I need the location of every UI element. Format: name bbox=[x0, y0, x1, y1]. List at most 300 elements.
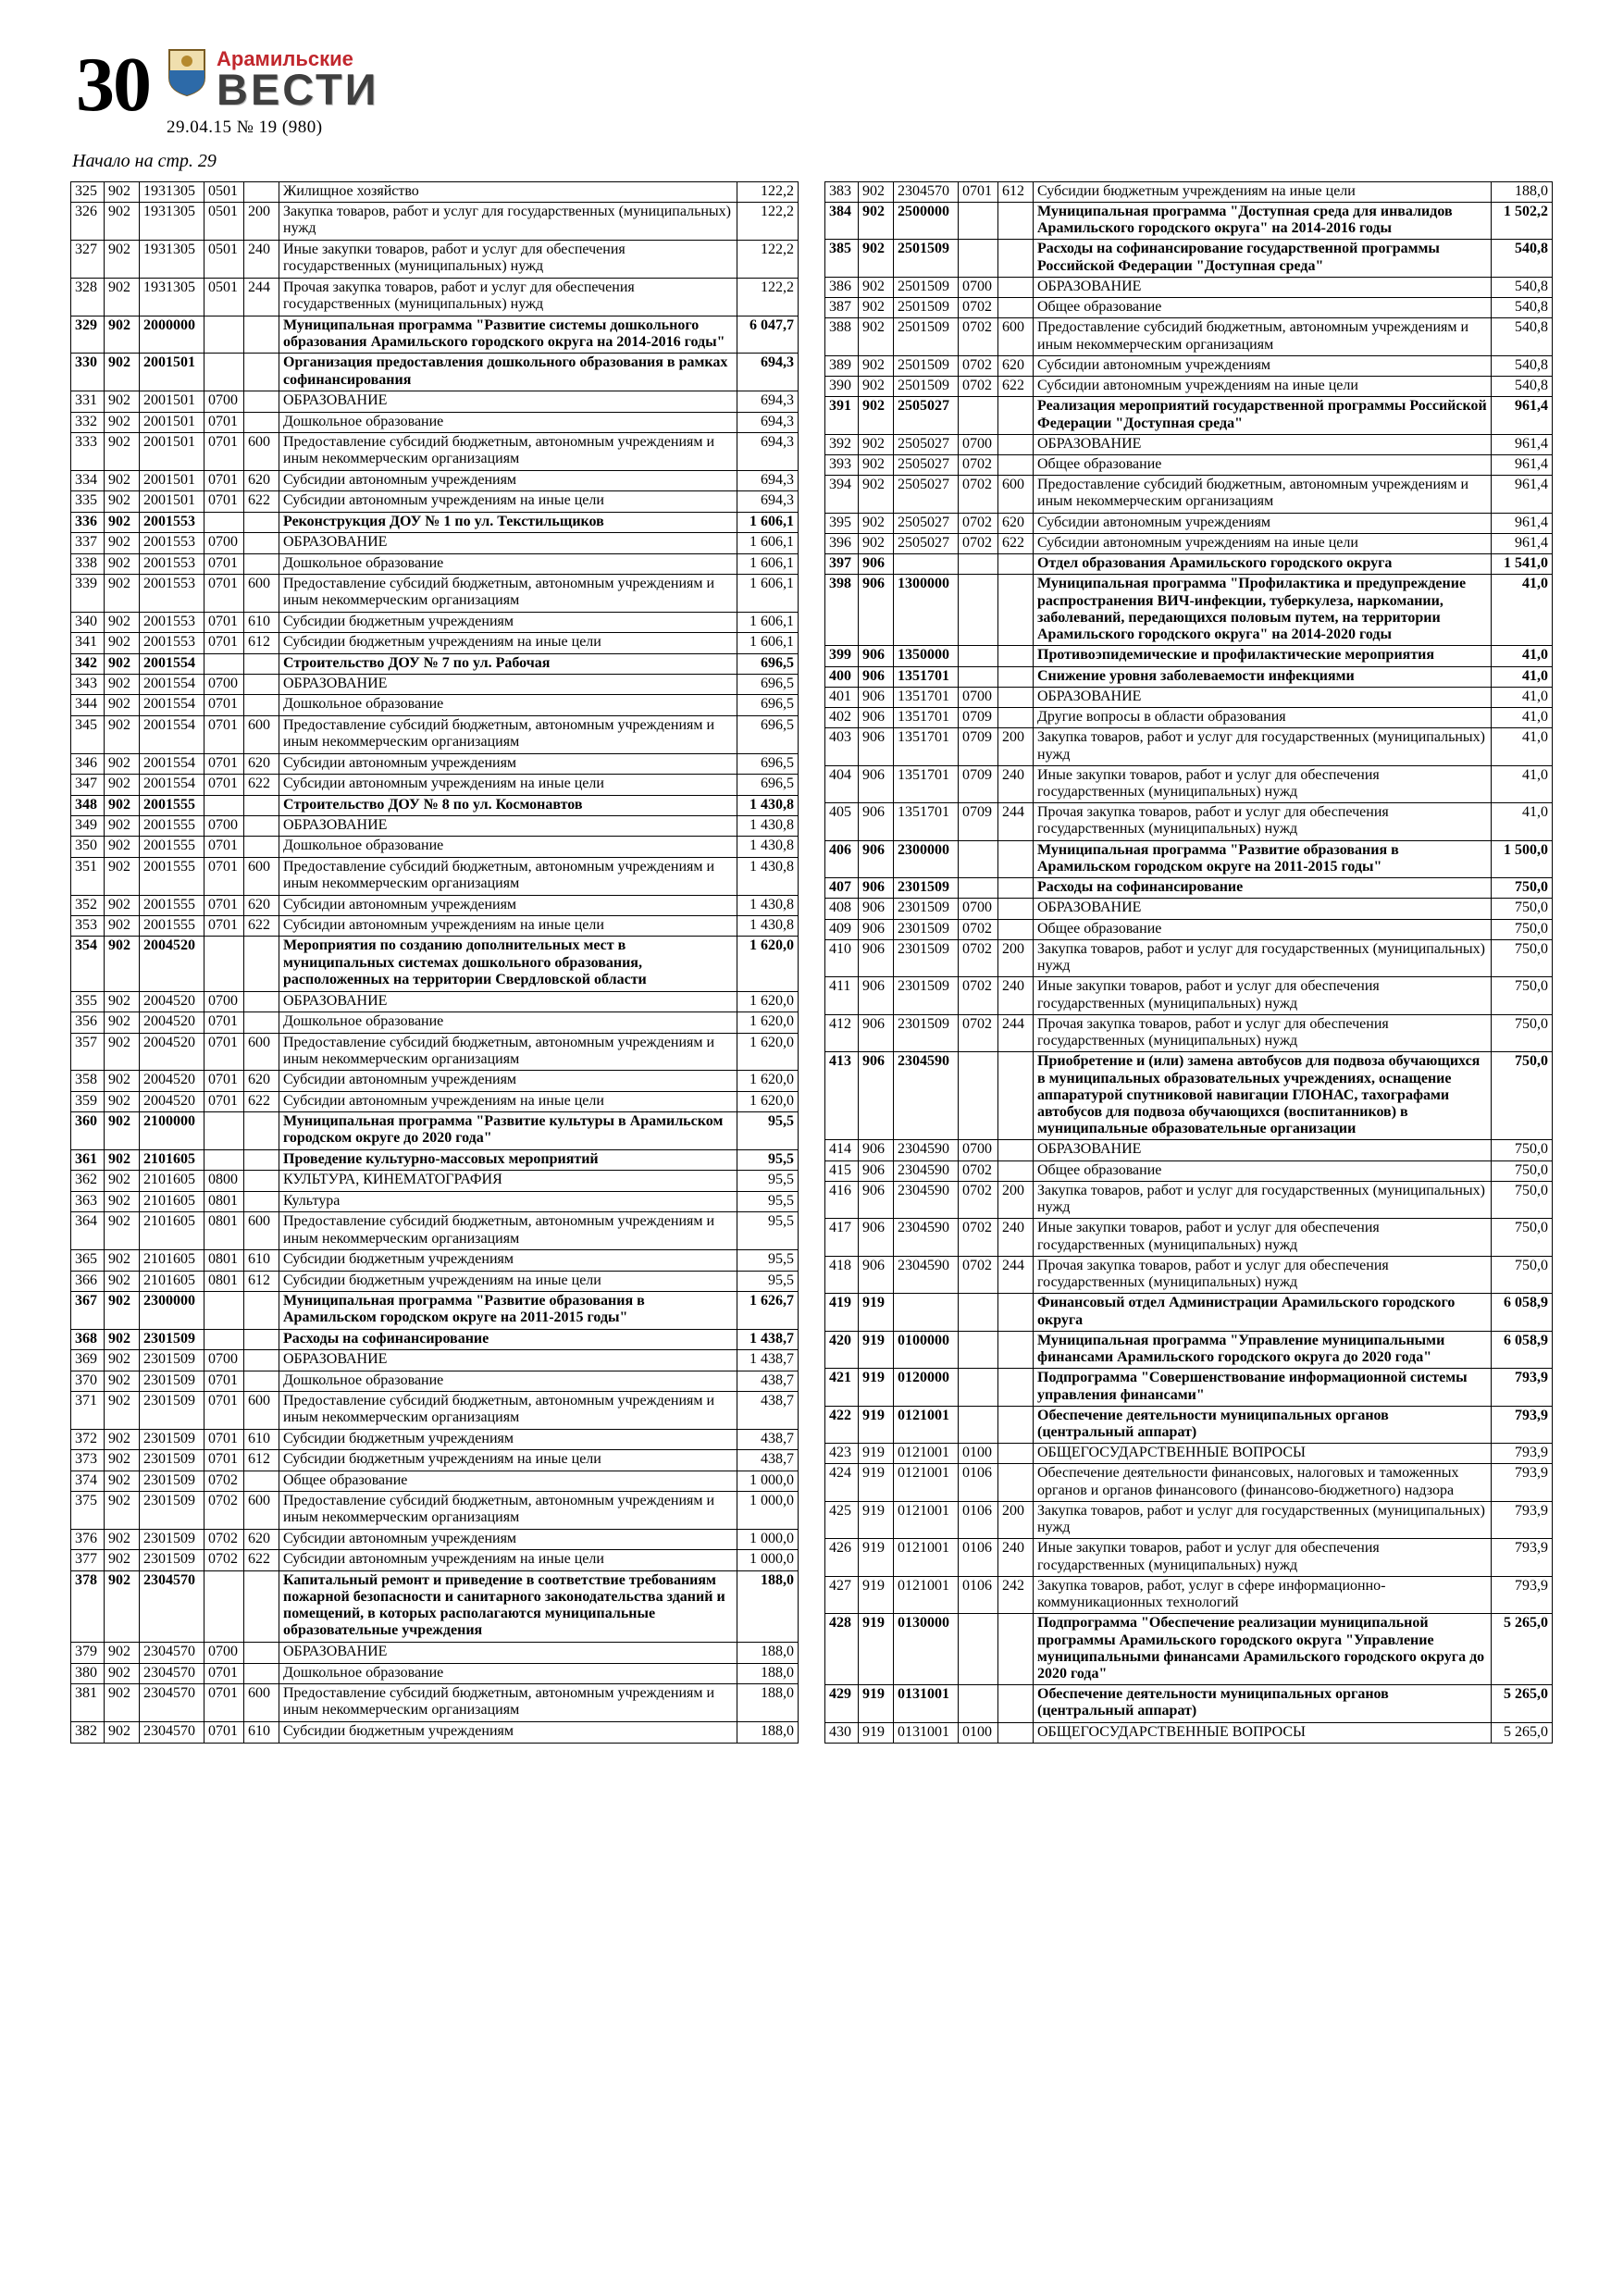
cell-target-article-code: 2001553 bbox=[140, 633, 204, 653]
cell-row-num: 338 bbox=[71, 553, 105, 574]
cell-name: Предоставление субсидий бюджетным, автономным учреждениям и иным некоммерческим организациям bbox=[279, 1492, 737, 1530]
cell-target-article-code: 2001501 bbox=[140, 354, 204, 391]
cell-name: Дошкольное образование bbox=[279, 695, 737, 715]
cell-amount: 95,5 bbox=[737, 1212, 799, 1250]
cell-grbs-code: 902 bbox=[105, 1643, 140, 1663]
cell-section-code bbox=[959, 840, 998, 877]
cell-name: Муниципальная программа "Профилактика и предупреждение распространения ВИЧ-инфекции, туберкулеза, наркомании, заболеваний, передающихся половым путем, на территории Арамильского городского округа" на 2014-2020 годы bbox=[1034, 575, 1492, 646]
cell-amount: 1 502,2 bbox=[1492, 202, 1553, 239]
cell-expense-type-code bbox=[244, 795, 279, 815]
cell-amount: 540,8 bbox=[1492, 355, 1553, 376]
cell-row-num: 332 bbox=[71, 412, 105, 432]
cell-expense-type-code bbox=[244, 695, 279, 715]
cell-target-article-code: 2001553 bbox=[140, 553, 204, 574]
cell-expense-type-code: 610 bbox=[244, 1250, 279, 1271]
cell-target-article-code: 2001501 bbox=[140, 412, 204, 432]
cell-expense-type-code: 240 bbox=[998, 1539, 1034, 1576]
cell-expense-type-code: 620 bbox=[998, 513, 1034, 533]
cell-amount: 1 438,7 bbox=[737, 1350, 799, 1371]
budget-row bbox=[825, 240, 1553, 277]
cell-target-article-code: 2501509 bbox=[894, 277, 959, 297]
budget-row bbox=[71, 633, 799, 653]
cell-row-num: 391 bbox=[825, 397, 859, 434]
cell-expense-type-code: 600 bbox=[244, 574, 279, 612]
cell-expense-type-code bbox=[998, 840, 1034, 877]
cell-amount: 750,0 bbox=[1492, 878, 1553, 899]
cell-section-code: 0701 bbox=[204, 1033, 244, 1071]
cell-amount: 438,7 bbox=[737, 1450, 799, 1471]
cell-expense-type-code bbox=[244, 1663, 279, 1683]
cell-name: ОБРАЗОВАНИЕ bbox=[1034, 899, 1492, 919]
cell-grbs-code: 906 bbox=[859, 919, 894, 939]
cell-amount: 694,3 bbox=[737, 412, 799, 432]
cell-amount: 1 500,0 bbox=[1492, 840, 1553, 877]
cell-expense-type-code bbox=[244, 1012, 279, 1033]
cell-target-article-code: 2301509 bbox=[140, 1350, 204, 1371]
cell-row-num: 337 bbox=[71, 533, 105, 553]
cell-amount: 95,5 bbox=[737, 1171, 799, 1191]
cell-expense-type-code: 612 bbox=[244, 1271, 279, 1291]
cell-expense-type-code bbox=[244, 815, 279, 836]
cell-target-article-code: 1351701 bbox=[894, 666, 959, 687]
cell-expense-type-code bbox=[244, 1471, 279, 1491]
cell-row-num: 371 bbox=[71, 1392, 105, 1430]
cell-row-num: 416 bbox=[825, 1181, 859, 1218]
cell-row-num: 328 bbox=[71, 278, 105, 316]
cell-expense-type-code: 600 bbox=[244, 1212, 279, 1250]
cell-target-article-code: 2004520 bbox=[140, 1012, 204, 1033]
cell-expense-type-code: 200 bbox=[998, 728, 1034, 765]
cell-grbs-code: 902 bbox=[105, 695, 140, 715]
cell-grbs-code: 902 bbox=[105, 354, 140, 391]
cell-name: ОБРАЗОВАНИЕ bbox=[279, 391, 737, 412]
cell-target-article-code: 1351701 bbox=[894, 728, 959, 765]
cell-expense-type-code bbox=[998, 687, 1034, 707]
budget-row bbox=[825, 728, 1553, 765]
budget-row bbox=[825, 840, 1553, 877]
cell-target-article-code: 2301509 bbox=[140, 1392, 204, 1430]
cell-target-article-code: 0131001 bbox=[894, 1685, 959, 1722]
cell-row-num: 377 bbox=[71, 1550, 105, 1570]
cell-section-code: 0106 bbox=[959, 1539, 998, 1576]
cell-row-num: 331 bbox=[71, 391, 105, 412]
cell-row-num: 402 bbox=[825, 708, 859, 728]
budget-row bbox=[825, 397, 1553, 434]
cell-name: Закупка товаров, работ и услуг для государственных (муниципальных) нужд bbox=[1034, 728, 1492, 765]
cell-row-num: 335 bbox=[71, 491, 105, 512]
cell-row-num: 363 bbox=[71, 1191, 105, 1211]
cell-expense-type-code bbox=[244, 512, 279, 532]
cell-grbs-code: 902 bbox=[105, 553, 140, 574]
cell-amount: 188,0 bbox=[737, 1663, 799, 1683]
cell-amount: 696,5 bbox=[737, 695, 799, 715]
cell-target-article-code: 0120000 bbox=[894, 1369, 959, 1406]
cell-expense-type-code bbox=[244, 354, 279, 391]
cell-name: Подпрограмма "Обеспечение реализации муниципальной программы Арамильского городского округа "Управление муниципальными финансами Арамильского городского округа до 2020 года" bbox=[1034, 1614, 1492, 1685]
cell-grbs-code: 902 bbox=[105, 1012, 140, 1033]
cell-grbs-code: 906 bbox=[859, 840, 894, 877]
cell-section-code: 0701 bbox=[204, 1392, 244, 1430]
cell-name: Иные закупки товаров, работ и услуг для обеспечения государственных (муниципальных) нужд bbox=[1034, 1539, 1492, 1576]
cell-name: Субсидии бюджетным учреждениям на иные цели bbox=[1034, 181, 1492, 202]
cell-grbs-code: 919 bbox=[859, 1501, 894, 1538]
cell-grbs-code: 902 bbox=[105, 1392, 140, 1430]
cell-amount: 1 438,7 bbox=[737, 1329, 799, 1349]
cell-grbs-code: 906 bbox=[859, 1140, 894, 1160]
cell-row-num: 412 bbox=[825, 1014, 859, 1051]
cell-amount: 41,0 bbox=[1492, 575, 1553, 646]
cell-section-code: 0702 bbox=[204, 1471, 244, 1491]
cell-name: Муниципальная программа "Развитие культуры в Арамильском городском округе до 2020 года" bbox=[279, 1112, 737, 1150]
cell-expense-type-code bbox=[998, 1614, 1034, 1685]
cell-expense-type-code bbox=[998, 1369, 1034, 1406]
cell-row-num: 405 bbox=[825, 803, 859, 840]
cell-amount: 188,0 bbox=[737, 1643, 799, 1663]
cell-amount: 1 430,8 bbox=[737, 795, 799, 815]
cell-amount: 750,0 bbox=[1492, 1140, 1553, 1160]
cell-target-article-code: 2505027 bbox=[894, 476, 959, 513]
cell-target-article-code: 2004520 bbox=[140, 937, 204, 991]
cell-target-article-code: 2505027 bbox=[894, 434, 959, 454]
cell-amount: 1 620,0 bbox=[737, 1091, 799, 1111]
cell-amount: 5 265,0 bbox=[1492, 1722, 1553, 1743]
cell-target-article-code: 2000000 bbox=[140, 316, 204, 354]
cell-expense-type-code bbox=[998, 1331, 1034, 1368]
cell-amount: 793,9 bbox=[1492, 1406, 1553, 1443]
cell-expense-type-code bbox=[998, 298, 1034, 318]
cell-expense-type-code: 600 bbox=[244, 1492, 279, 1530]
cell-expense-type-code: 620 bbox=[244, 1529, 279, 1549]
cell-target-article-code: 2001554 bbox=[140, 695, 204, 715]
cell-section-code bbox=[204, 1291, 244, 1329]
budget-row bbox=[825, 434, 1553, 454]
cell-row-num: 403 bbox=[825, 728, 859, 765]
cell-row-num: 347 bbox=[71, 775, 105, 795]
budget-row bbox=[71, 715, 799, 753]
cell-expense-type-code bbox=[998, 1685, 1034, 1722]
cell-row-num: 372 bbox=[71, 1429, 105, 1449]
cell-amount: 694,3 bbox=[737, 354, 799, 391]
cell-section-code: 0702 bbox=[959, 533, 998, 553]
cell-section-code: 0701 bbox=[204, 837, 244, 857]
cell-section-code bbox=[959, 1685, 998, 1722]
cell-name: Обеспечение деятельности финансовых, налоговых и таможенных органов и органов финансового (финансово-бюджетного) надзора bbox=[1034, 1464, 1492, 1501]
cell-expense-type-code bbox=[998, 575, 1034, 646]
cell-name: Снижение уровня заболеваемости инфекциями bbox=[1034, 666, 1492, 687]
cell-section-code: 0701 bbox=[204, 753, 244, 774]
cell-name: Другие вопросы в области образования bbox=[1034, 708, 1492, 728]
cell-expense-type-code bbox=[244, 653, 279, 674]
cell-row-num: 396 bbox=[825, 533, 859, 553]
cell-name: Дошкольное образование bbox=[279, 837, 737, 857]
cell-name: Закупка товаров, работ и услуг для государственных (муниципальных) нужд bbox=[279, 203, 737, 241]
cell-section-code: 0702 bbox=[959, 476, 998, 513]
cell-name: Противоэпидемические и профилактические мероприятия bbox=[1034, 646, 1492, 666]
cell-grbs-code: 902 bbox=[105, 633, 140, 653]
cell-expense-type-code bbox=[244, 837, 279, 857]
budget-row bbox=[825, 708, 1553, 728]
cell-grbs-code: 902 bbox=[859, 455, 894, 476]
budget-row bbox=[71, 391, 799, 412]
cell-row-num: 408 bbox=[825, 899, 859, 919]
masthead-text bbox=[217, 47, 379, 115]
cell-row-num: 421 bbox=[825, 1369, 859, 1406]
cell-expense-type-code bbox=[244, 1150, 279, 1171]
cell-section-code: 0701 bbox=[204, 1722, 244, 1744]
cell-target-article-code: 2501509 bbox=[894, 377, 959, 397]
cell-name: Реконструкция ДОУ № 1 по ул. Текстильщиков bbox=[279, 512, 737, 532]
budget-row bbox=[71, 1722, 799, 1744]
cell-row-num: 413 bbox=[825, 1052, 859, 1140]
cell-section-code: 0702 bbox=[959, 977, 998, 1014]
cell-name: ОБЩЕГОСУДАРСТВЕННЫЕ ВОПРОСЫ bbox=[1034, 1722, 1492, 1743]
budget-row bbox=[825, 298, 1553, 318]
cell-target-article-code: 2501509 bbox=[894, 298, 959, 318]
cell-amount: 750,0 bbox=[1492, 1052, 1553, 1140]
cell-row-num: 353 bbox=[71, 916, 105, 937]
cell-name: Предоставление субсидий бюджетным, автономным учреждениям и иным некоммерческим организациям bbox=[279, 1392, 737, 1430]
cell-expense-type-code: 200 bbox=[244, 203, 279, 241]
cell-row-num: 357 bbox=[71, 1033, 105, 1071]
cell-section-code: 0701 bbox=[959, 181, 998, 202]
cell-row-num: 367 bbox=[71, 1291, 105, 1329]
cell-amount: 122,2 bbox=[737, 181, 799, 202]
cell-row-num: 386 bbox=[825, 277, 859, 297]
cell-grbs-code: 906 bbox=[859, 646, 894, 666]
cell-expense-type-code bbox=[998, 1160, 1034, 1181]
cell-grbs-code: 902 bbox=[859, 533, 894, 553]
cell-row-num: 425 bbox=[825, 1501, 859, 1538]
budget-row bbox=[825, 1181, 1553, 1218]
cell-grbs-code: 902 bbox=[105, 533, 140, 553]
cell-target-article-code: 1350000 bbox=[894, 646, 959, 666]
cell-name: Муниципальная программа "Доступная среда для инвалидов Арамильского городского округа" на 2014-2016 годы bbox=[1034, 202, 1492, 239]
masthead-top-label: Арамильские bbox=[217, 47, 353, 70]
cell-target-article-code: 0121001 bbox=[894, 1464, 959, 1501]
cell-row-num: 387 bbox=[825, 298, 859, 318]
budget-row bbox=[825, 554, 1553, 575]
cell-name: ОБРАЗОВАНИЕ bbox=[279, 675, 737, 695]
cell-row-num: 424 bbox=[825, 1464, 859, 1501]
cell-grbs-code: 906 bbox=[859, 1160, 894, 1181]
cell-name: Субсидии бюджетным учреждениям bbox=[279, 612, 737, 632]
cell-grbs-code: 902 bbox=[105, 278, 140, 316]
budget-row bbox=[825, 803, 1553, 840]
cell-grbs-code: 919 bbox=[859, 1539, 894, 1576]
cell-amount: 122,2 bbox=[737, 203, 799, 241]
cell-expense-type-code: 620 bbox=[244, 1071, 279, 1091]
budget-row bbox=[71, 1684, 799, 1722]
cell-amount: 961,4 bbox=[1492, 533, 1553, 553]
cell-name: Мероприятия по созданию дополнительных мест в муниципальных системах дошкольного образования, расположенных на территории Свердловской области bbox=[279, 937, 737, 991]
cell-section-code: 0701 bbox=[204, 574, 244, 612]
cell-name: Субсидии бюджетным учреждениям bbox=[279, 1250, 737, 1271]
page-header bbox=[76, 42, 1553, 138]
cell-section-code: 0501 bbox=[204, 203, 244, 241]
cell-row-num: 360 bbox=[71, 1112, 105, 1150]
budget-row bbox=[825, 899, 1553, 919]
cell-expense-type-code: 622 bbox=[244, 916, 279, 937]
cell-row-num: 341 bbox=[71, 633, 105, 653]
cell-row-num: 333 bbox=[71, 433, 105, 471]
cell-section-code bbox=[204, 512, 244, 532]
cell-section-code bbox=[959, 202, 998, 239]
cell-row-num: 346 bbox=[71, 753, 105, 774]
budget-row bbox=[71, 1250, 799, 1271]
cell-target-article-code: 1300000 bbox=[894, 575, 959, 646]
cell-name: Предоставление субсидий бюджетным, автономным учреждениям и иным некоммерческим организациям bbox=[279, 1212, 737, 1250]
budget-row bbox=[825, 377, 1553, 397]
cell-row-num: 410 bbox=[825, 939, 859, 976]
cell-section-code bbox=[959, 666, 998, 687]
cell-expense-type-code: 620 bbox=[244, 470, 279, 490]
cell-expense-type-code bbox=[998, 646, 1034, 666]
cell-row-num: 349 bbox=[71, 815, 105, 836]
cell-grbs-code: 902 bbox=[105, 837, 140, 857]
cell-amount: 438,7 bbox=[737, 1429, 799, 1449]
cell-grbs-code: 902 bbox=[105, 653, 140, 674]
cell-name: Муниципальная программа "Развитие образования в Арамильском городском округе на 2011-2015 годы" bbox=[279, 1291, 737, 1329]
cell-expense-type-code bbox=[244, 181, 279, 202]
budget-row bbox=[825, 1444, 1553, 1464]
cell-name: Строительство ДОУ № 7 по ул. Рабочая bbox=[279, 653, 737, 674]
cell-target-article-code: 2304570 bbox=[140, 1663, 204, 1683]
cell-target-article-code: 2001555 bbox=[140, 895, 204, 915]
cell-name: Субсидии бюджетным учреждениям на иные цели bbox=[279, 633, 737, 653]
cell-grbs-code: 902 bbox=[105, 391, 140, 412]
budget-row bbox=[825, 533, 1553, 553]
cell-expense-type-code bbox=[244, 553, 279, 574]
cell-expense-type-code bbox=[244, 1643, 279, 1663]
cell-name: Предоставление субсидий бюджетным, автономным учреждениям и иным некоммерческим организациям bbox=[279, 433, 737, 471]
cell-section-code: 0702 bbox=[959, 318, 998, 355]
cell-target-article-code: 2001554 bbox=[140, 753, 204, 774]
cell-target-article-code: 2505027 bbox=[894, 397, 959, 434]
cell-target-article-code: 2001553 bbox=[140, 512, 204, 532]
cell-target-article-code: 0131001 bbox=[894, 1722, 959, 1743]
cell-section-code: 0106 bbox=[959, 1501, 998, 1538]
cell-name: Предоставление субсидий бюджетным, автономным учреждениям и иным некоммерческим организациям bbox=[279, 1684, 737, 1722]
cell-grbs-code: 906 bbox=[859, 1181, 894, 1218]
cell-section-code: 0702 bbox=[959, 355, 998, 376]
cell-grbs-code: 902 bbox=[859, 298, 894, 318]
cell-section-code: 0701 bbox=[204, 916, 244, 937]
cell-section-code bbox=[959, 878, 998, 899]
cell-name: Прочая закупка товаров, работ и услуг для обеспечения государственных (муниципальных) нужд bbox=[1034, 1256, 1492, 1293]
budget-table-left bbox=[70, 181, 799, 1744]
cell-name: Предоставление субсидий бюджетным, автономным учреждениям и иным некоммерческим организациям bbox=[279, 857, 737, 895]
cell-amount: 1 430,8 bbox=[737, 857, 799, 895]
cell-amount: 95,5 bbox=[737, 1191, 799, 1211]
cell-section-code: 0701 bbox=[204, 1071, 244, 1091]
cell-expense-type-code bbox=[244, 1291, 279, 1329]
cell-section-code bbox=[204, 937, 244, 991]
cell-section-code: 0801 bbox=[204, 1271, 244, 1291]
cell-section-code: 0701 bbox=[204, 1091, 244, 1111]
cell-row-num: 375 bbox=[71, 1492, 105, 1530]
cell-grbs-code: 902 bbox=[105, 1329, 140, 1349]
budget-row bbox=[825, 666, 1553, 687]
budget-row bbox=[71, 857, 799, 895]
cell-grbs-code: 902 bbox=[859, 377, 894, 397]
cell-expense-type-code: 622 bbox=[244, 491, 279, 512]
cell-expense-type-code: 622 bbox=[998, 377, 1034, 397]
cell-expense-type-code bbox=[998, 899, 1034, 919]
cell-expense-type-code: 612 bbox=[244, 1450, 279, 1471]
cell-target-article-code: 2301509 bbox=[140, 1429, 204, 1449]
cell-section-code bbox=[959, 1614, 998, 1685]
cell-section-code: 0800 bbox=[204, 1171, 244, 1191]
cell-target-article-code: 2301509 bbox=[894, 919, 959, 939]
cell-row-num: 355 bbox=[71, 991, 105, 1011]
cell-grbs-code: 902 bbox=[105, 1550, 140, 1570]
cell-grbs-code: 919 bbox=[859, 1722, 894, 1743]
cell-target-article-code: 2001553 bbox=[140, 612, 204, 632]
cell-expense-type-code: 600 bbox=[244, 1033, 279, 1071]
cell-amount: 750,0 bbox=[1492, 1014, 1553, 1051]
budget-row bbox=[71, 1371, 799, 1391]
budget-row bbox=[71, 278, 799, 316]
cell-section-code: 0700 bbox=[204, 991, 244, 1011]
cell-row-num: 327 bbox=[71, 240, 105, 278]
cell-name: ОБРАЗОВАНИЕ bbox=[1034, 277, 1492, 297]
cell-section-code bbox=[204, 354, 244, 391]
cell-section-code bbox=[959, 1052, 998, 1140]
budget-row bbox=[71, 1091, 799, 1111]
cell-amount: 696,5 bbox=[737, 653, 799, 674]
budget-row bbox=[71, 533, 799, 553]
cell-section-code bbox=[959, 575, 998, 646]
budget-row bbox=[71, 316, 799, 354]
cell-amount: 95,5 bbox=[737, 1271, 799, 1291]
cell-name: Строительство ДОУ № 8 по ул. Космонавтов bbox=[279, 795, 737, 815]
cell-amount: 6 058,9 bbox=[1492, 1331, 1553, 1368]
cell-expense-type-code bbox=[998, 455, 1034, 476]
cell-section-code: 0701 bbox=[204, 857, 244, 895]
cell-row-num: 361 bbox=[71, 1150, 105, 1171]
cell-name: Закупка товаров, работ и услуг для государственных (муниципальных) нужд bbox=[1034, 939, 1492, 976]
budget-row bbox=[825, 1501, 1553, 1538]
cell-grbs-code: 902 bbox=[105, 1191, 140, 1211]
cell-target-article-code: 2100000 bbox=[140, 1112, 204, 1150]
cell-amount: 1 430,8 bbox=[737, 895, 799, 915]
cell-target-article-code: 2001554 bbox=[140, 675, 204, 695]
cell-row-num: 418 bbox=[825, 1256, 859, 1293]
cell-target-article-code: 2301509 bbox=[894, 977, 959, 1014]
cell-grbs-code: 919 bbox=[859, 1444, 894, 1464]
budget-row bbox=[825, 646, 1553, 666]
cell-section-code: 0100 bbox=[959, 1722, 998, 1743]
cell-row-num: 409 bbox=[825, 919, 859, 939]
cell-amount: 793,9 bbox=[1492, 1369, 1553, 1406]
cell-amount: 961,4 bbox=[1492, 434, 1553, 454]
cell-target-article-code: 0100000 bbox=[894, 1331, 959, 1368]
cell-section-code: 0700 bbox=[959, 687, 998, 707]
cell-expense-type-code bbox=[244, 316, 279, 354]
cell-section-code: 0700 bbox=[204, 1350, 244, 1371]
cell-expense-type-code bbox=[998, 1294, 1034, 1331]
cell-name: Дошкольное образование bbox=[279, 412, 737, 432]
cell-name: Дошкольное образование bbox=[279, 553, 737, 574]
budget-row bbox=[71, 1071, 799, 1091]
cell-row-num: 420 bbox=[825, 1331, 859, 1368]
cell-expense-type-code bbox=[998, 397, 1034, 434]
budget-row bbox=[71, 895, 799, 915]
cell-row-num: 368 bbox=[71, 1329, 105, 1349]
cell-name: Общее образование bbox=[1034, 1160, 1492, 1181]
cell-grbs-code: 902 bbox=[105, 491, 140, 512]
budget-row bbox=[825, 513, 1553, 533]
